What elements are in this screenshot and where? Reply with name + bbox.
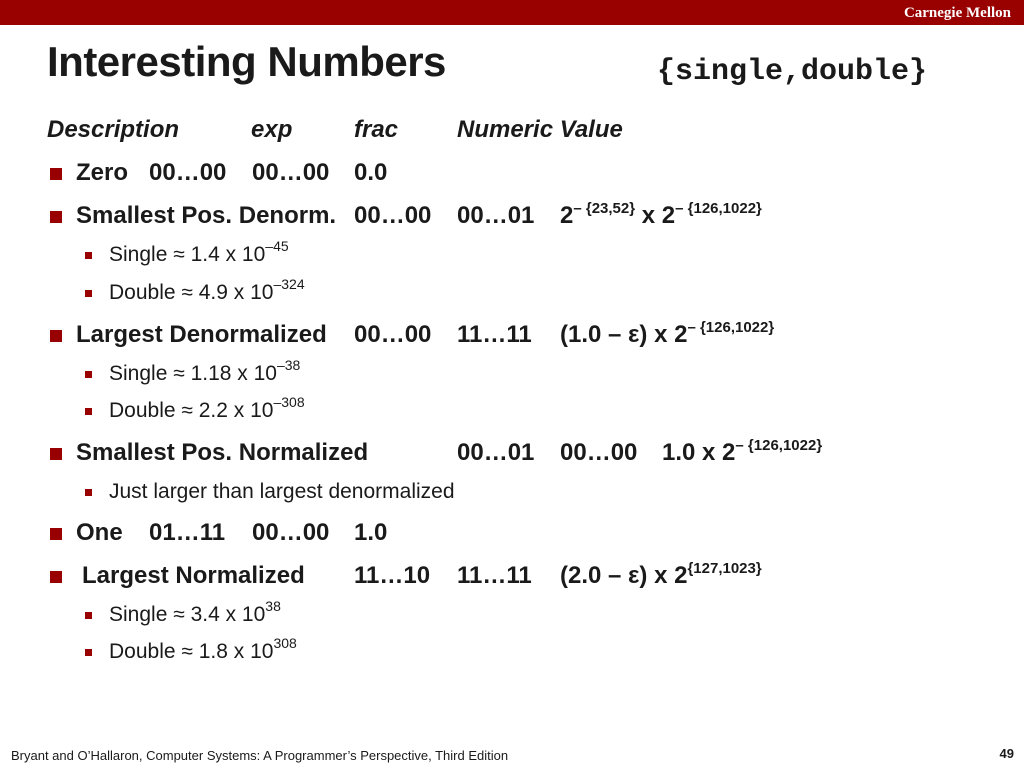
row-label: Largest Normalized [82,562,305,589]
sub-bullet-icon [85,612,92,619]
bullet-icon [50,448,62,460]
sub-bullet-icon [85,371,92,378]
row-frac: 00…00 [252,519,330,546]
header-bar [0,0,1024,25]
row-frac: 00…00 [252,159,330,186]
row-value [560,201,762,234]
row-frac: 00…01 [457,202,535,229]
single-exponent: –45 [265,238,289,254]
row-double [109,637,609,667]
slide-title: Interesting Numbers [47,38,446,85]
row-exp: 00…00 [149,159,227,186]
single-text: Single ≈ 1.4 x 10 [109,243,266,266]
row-note: Just larger than largest denormalized [109,480,455,503]
double-exponent: 308 [273,635,297,651]
value-base: 2 [560,202,574,229]
value-base: 1.0 x 2 [662,439,736,466]
single-exponent: 38 [265,598,281,614]
row-label: One [76,519,123,546]
row-exp: 00…00 [354,202,432,229]
row-largest-denorm [76,320,876,350]
brand-label: Carnegie Mellon [903,5,1011,21]
row-label: Zero [76,159,129,186]
value-base: (2.0 – ε) x 2 [560,562,688,589]
row-value: 0.0 [354,159,388,186]
double-text: Double ≈ 2.2 x 10 [109,399,274,422]
row-label: Smallest Pos. Normalized [76,439,369,466]
single-text: Single ≈ 3.4 x 10 [109,603,266,626]
bullet-icon [50,528,62,540]
header-numeric-value: Numeric Value [457,116,623,143]
row-label: Smallest Pos. Denorm. [76,202,337,229]
single-exponent: –38 [276,357,301,373]
row-double [109,278,609,308]
row-exp: 00…01 [457,439,535,466]
page-number: 49 [999,746,1014,761]
sub-bullet-icon [85,290,92,297]
header-frac: frac [354,116,399,143]
value-exponent: – {126,1022} [735,437,823,454]
header-description: Description [47,116,180,143]
value-exponent: – {126,1022} [687,319,775,336]
row-single [109,600,609,630]
row-single [109,359,609,389]
single-text: Single ≈ 1.18 x 10 [109,362,277,385]
sub-bullet-icon [85,252,92,259]
row-zero [76,158,776,188]
column-headers [47,115,947,145]
row-value [662,438,822,471]
value-exponent: {127,1023} [687,560,762,577]
row-double [109,396,609,426]
row-largest-norm [82,561,882,591]
sub-bullet-icon [85,408,92,415]
row-exp: 00…00 [354,321,432,348]
row-label: Largest Denormalized [76,321,327,348]
sub-bullet-icon [85,489,92,496]
row-smallest-norm [76,438,926,468]
row-single [109,240,609,270]
double-exponent: –324 [273,276,305,292]
row-value [560,320,774,353]
row-one [76,518,776,548]
sub-bullet-icon [85,649,92,656]
double-exponent: –308 [273,394,305,410]
value-base: (1.0 – ε) x 2 [560,321,688,348]
bullet-icon [50,330,62,342]
double-text: Double ≈ 1.8 x 10 [109,640,274,663]
bullet-icon [50,168,62,180]
row-exp: 01…11 [149,519,226,546]
row-frac: 00…00 [560,439,638,466]
value-exponent: – {126,1022} [675,200,762,217]
bullet-icon [50,571,62,583]
row-exp: 11…10 [354,562,431,589]
value-mid: x 2 [635,202,676,229]
row-value: 1.0 [354,519,388,546]
row-value [560,561,762,594]
slide-subtitle: {single,double} [657,55,928,89]
row-smallest-denorm [76,201,876,231]
header-exp: exp [251,116,293,143]
bullet-icon [50,211,62,223]
footer-citation: Bryant and O’Hallaron, Computer Systems: A Programmer’s Perspective, Third Edition [11,748,509,763]
row-frac: 11…11 [457,562,532,589]
row-frac: 11…11 [457,321,532,348]
value-exponent: – {23,52} [573,200,636,217]
double-text: Double ≈ 4.9 x 10 [109,281,274,304]
